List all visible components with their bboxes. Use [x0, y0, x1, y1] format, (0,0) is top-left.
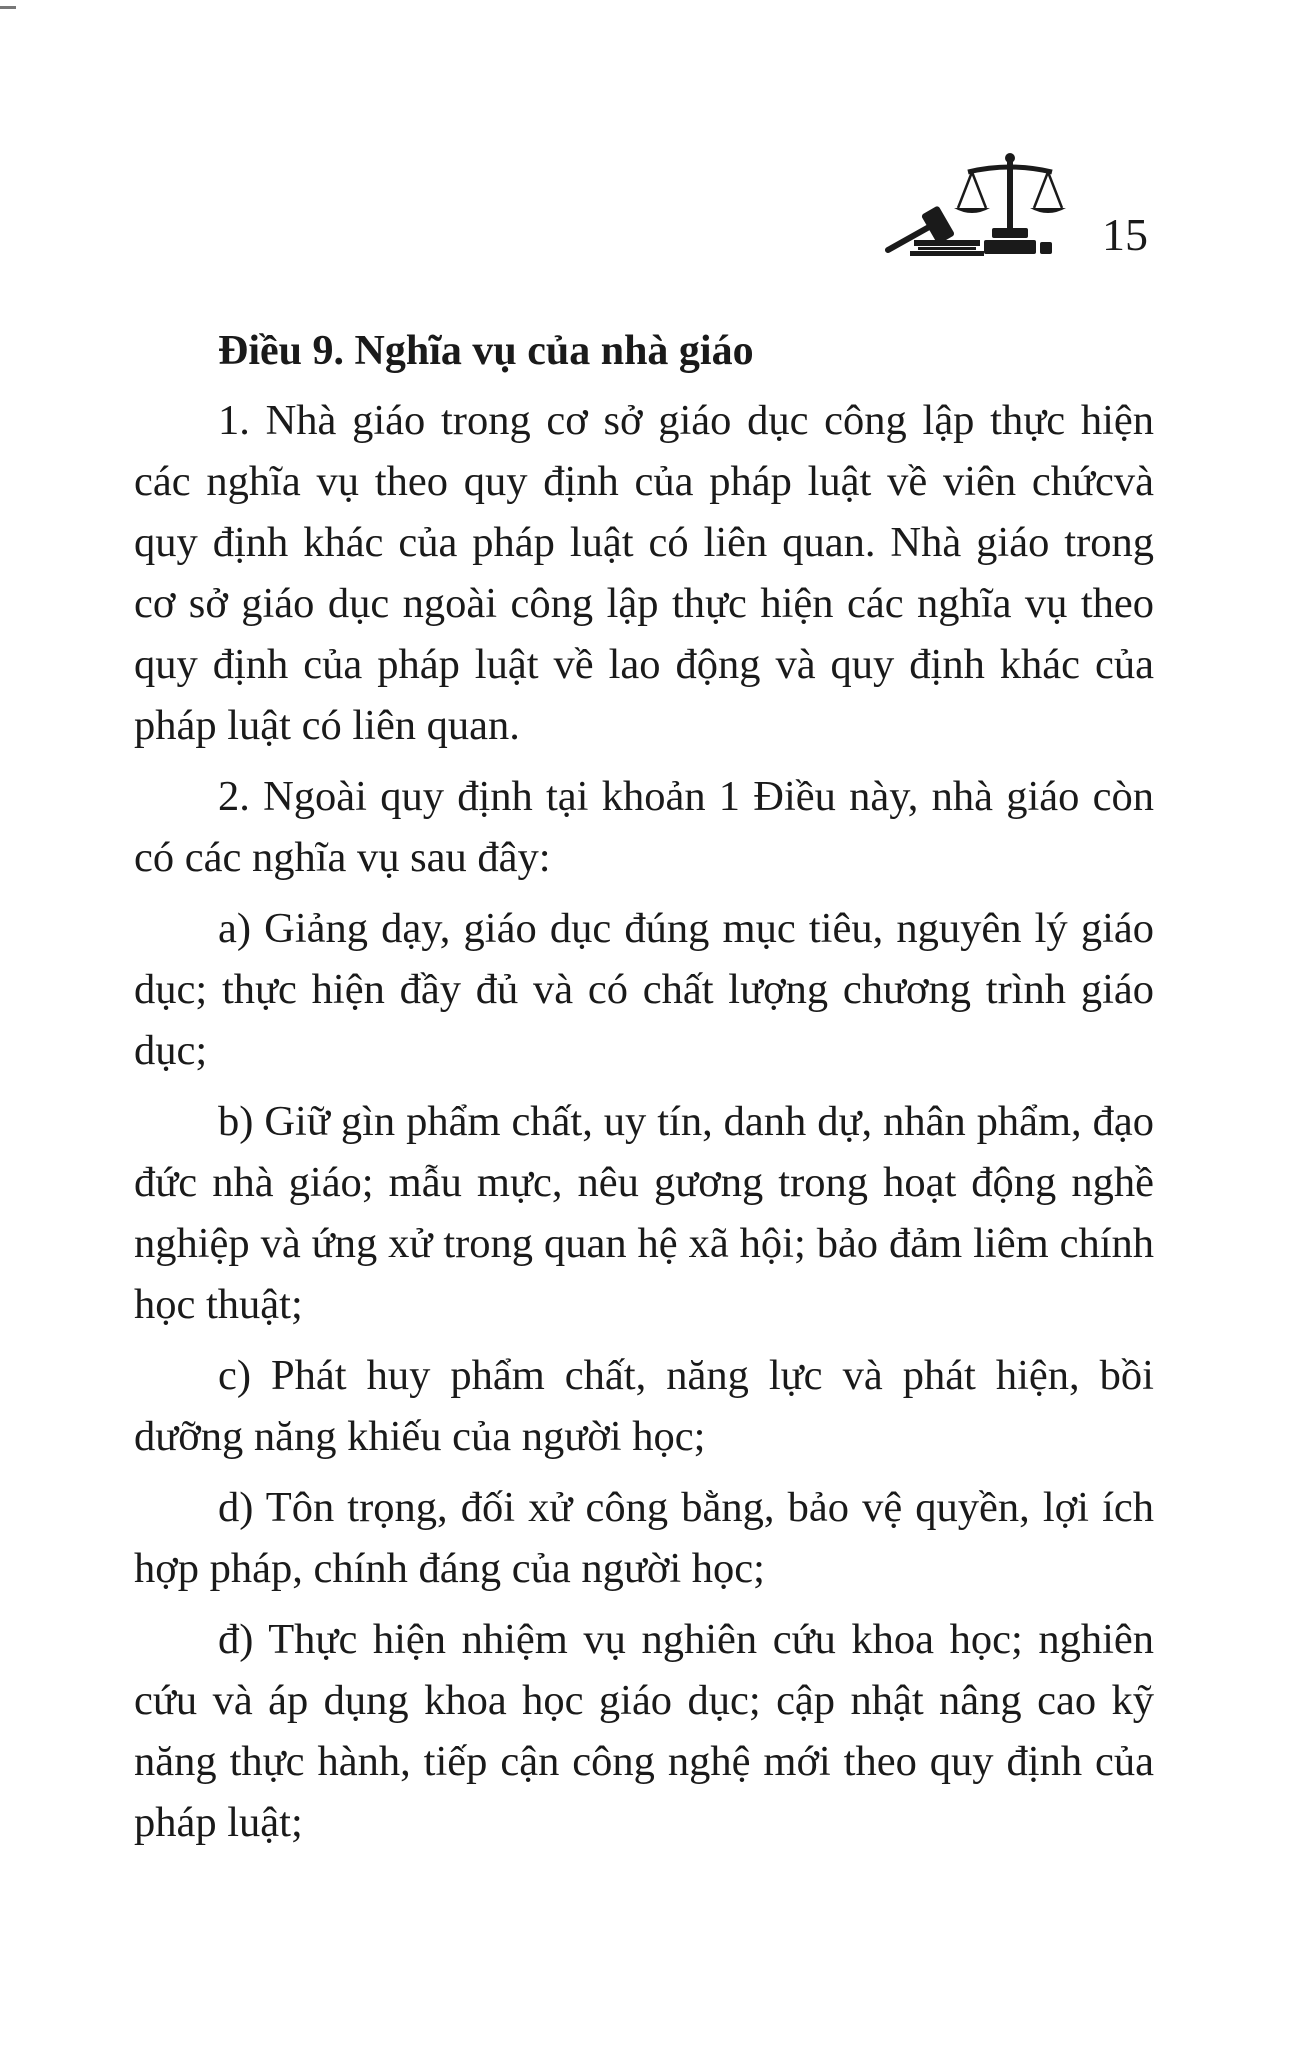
clause-d: d) Tôn trọng, đối xử công bằng, bảo vệ quyền, lợi ích hợp pháp, chính đáng của người học;: [134, 1484, 1154, 1592]
clause-c: c) Phát huy phẩm chất, năng lực và phát hiện, bồi dưỡng năng khiếu của người học;: [134, 1352, 1154, 1460]
scan-corner-mark: [0, 6, 16, 9]
page-number: 15: [1102, 209, 1148, 260]
clause-a: a) Giảng dạy, giáo dục đúng mục tiêu, nguyên lý giáo dục; thực hiện đầy đủ và có chất lượng chương trình giáo dục;: [134, 905, 1154, 1074]
article-title: Điều 9. Nghĩa vụ của nhà giáo: [218, 328, 754, 374]
paragraph-2: 2. Ngoài quy định tại khoản 1 Điều này, nhà giáo còn có các nghĩa vụ sau đây:: [134, 773, 1154, 881]
scales-and-gavel-icon: [880, 150, 1070, 265]
clause-dd: đ) Thực hiện nhiệm vụ nghiên cứu khoa học; nghiên cứu và áp dụng khoa học giáo dục; cập nhật nâng cao kỹ năng thực hành, tiếp cận công nghệ mới theo quy định của pháp luật;: [134, 1616, 1154, 1846]
page-header: [880, 150, 1180, 270]
paragraph-1: 1. Nhà giáo trong cơ sở giáo dục công lập thực hiện các nghĩa vụ theo quy định của pháp luật về viên chứcvà quy định khác của pháp luật có liên quan. Nhà giáo trong cơ sở giáo dục ngoài công lập thực hiện các nghĩa vụ theo quy định của pháp luật về lao động và quy định khác của pháp luật có liên quan.: [134, 397, 1154, 749]
clause-b: b) Giữ gìn phẩm chất, uy tín, danh dự, nhân phẩm, đạo đức nhà giáo; mẫu mực, nêu gương trong hoạt động nghề nghiệp và ứng xử trong quan hệ xã hội; bảo đảm liêm chính học thuật;: [134, 1098, 1154, 1328]
article-body: [134, 320, 1154, 1863]
